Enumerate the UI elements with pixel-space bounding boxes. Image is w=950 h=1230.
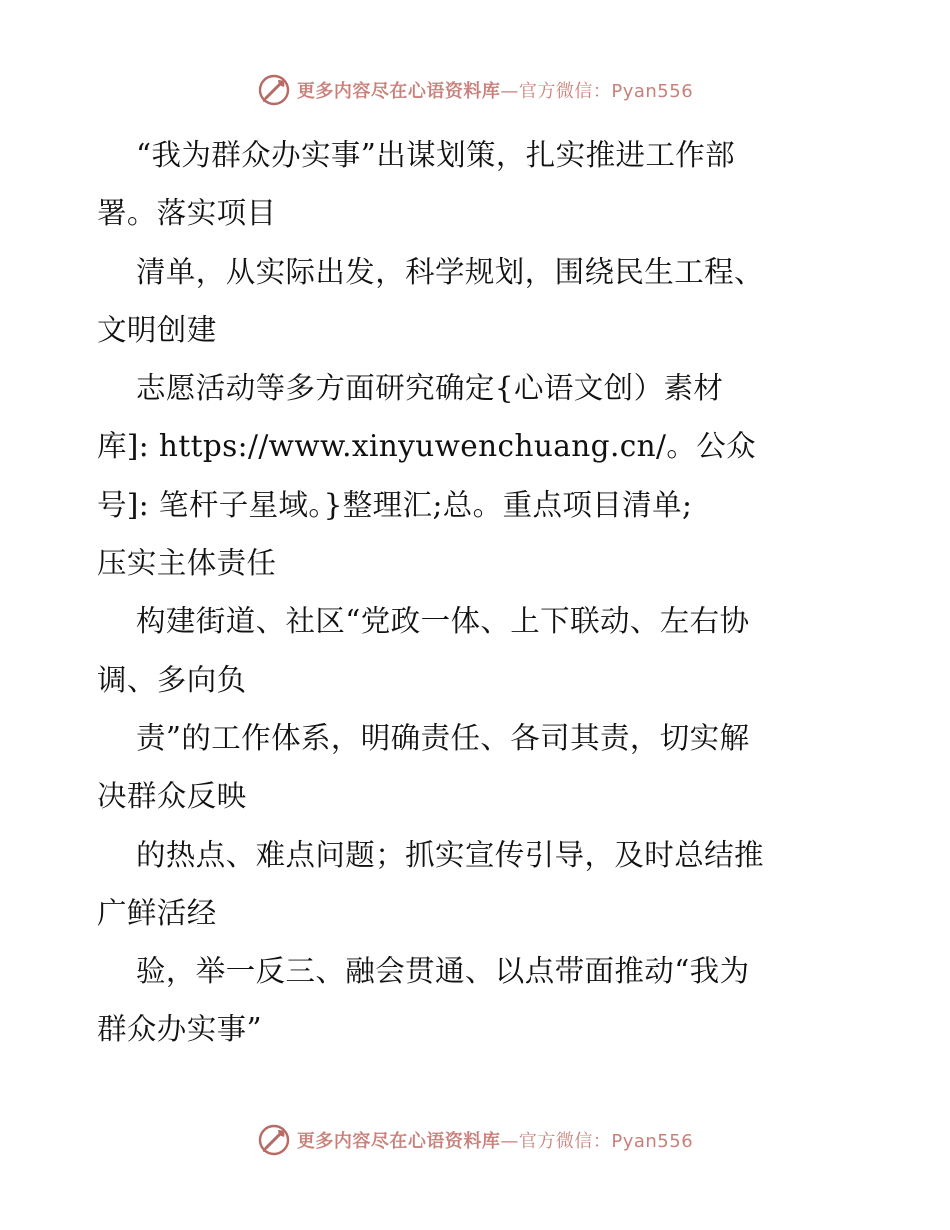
- body-line: “我为群众办实事”出谋划策，扎实推进工作部: [136, 138, 736, 172]
- body-line: 号]: 笔杆子星域。}整理汇;总。重点项目清单;: [97, 487, 693, 522]
- footer-banner-text: [297, 1127, 693, 1153]
- header-banner: [0, 70, 950, 110]
- body-line: 文明创建: [97, 312, 217, 347]
- document-body: [97, 126, 857, 1059]
- body-line: 广鲜活经: [97, 895, 217, 930]
- footer-banner-main: 更多内容尽在心语资料库: [296, 1131, 501, 1152]
- header-banner-main: 更多内容尽在心语资料库: [296, 81, 501, 102]
- body-line: 署。落实项目: [97, 196, 277, 231]
- body-line: 的热点、难点问题；抓实宣传引导，及时总结推: [136, 837, 764, 872]
- body-line: 库]: https://www.xinyuwenchuang.cn/。公众: [97, 429, 757, 464]
- quill-pen-logo-icon: [257, 1123, 291, 1157]
- body-line: 验，举一反三、融会贯通、以点带面推动“我为: [136, 954, 750, 989]
- body-line: 构建街道、社区“党政一体、上下联动、左右协: [136, 604, 750, 639]
- footer-banner: [0, 1120, 950, 1160]
- body-line: 清单，从实际出发，科学规划，围绕民生工程、: [136, 254, 764, 289]
- header-banner-text: [297, 77, 693, 103]
- body-line: 压实主体责任: [97, 546, 277, 581]
- header-banner-sub: —官方微信：Pyan556: [500, 81, 694, 102]
- body-line: 决群众反映: [97, 779, 247, 814]
- body-line: 群众办实事”: [97, 1012, 262, 1047]
- footer-banner-sub: —官方微信：Pyan556: [500, 1131, 694, 1152]
- body-line: 志愿活动等多方面研究确定{心语文创）素材: [136, 371, 724, 406]
- body-line: 责”的工作体系，明确责任、各司其责，切实解: [136, 720, 750, 755]
- quill-pen-logo-icon: [257, 73, 291, 107]
- body-line: 调、多向负: [97, 662, 247, 697]
